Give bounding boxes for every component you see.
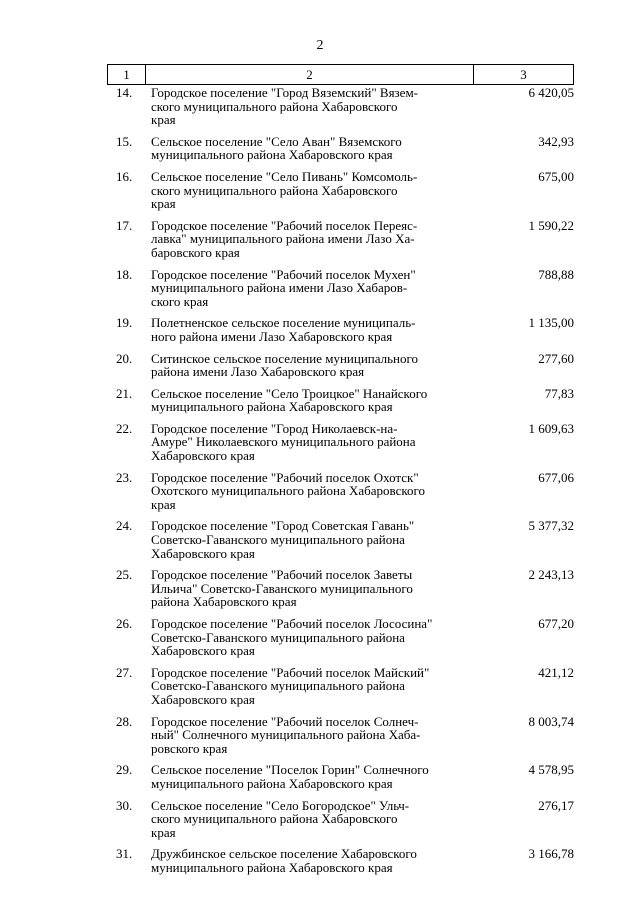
table-row: [107, 422, 574, 463]
row-name: Городское поселение "Рабочий поселок Лососина" Советско-Гаванского муниципального района Хабаровского края: [151, 616, 433, 659]
row-number: 30.: [116, 797, 133, 813]
row-amount: 677,20: [538, 616, 574, 631]
table-row: [107, 799, 574, 840]
column-header-table: [107, 64, 574, 85]
row-number: 21.: [116, 385, 133, 401]
row-number: 19.: [116, 315, 133, 331]
table-row: [107, 170, 574, 211]
row-amount: 1 609,63: [528, 420, 574, 436]
row-name: Городское поселение "Рабочий поселок Заветы Ильича" Советско-Гаванского муниципального района Хабаровского края: [151, 567, 413, 610]
row-number: 25.: [116, 567, 133, 583]
column-header-amount: 3: [474, 65, 574, 85]
table-row: [107, 519, 574, 560]
table-row: [107, 86, 574, 127]
row-amount: 3 166,78: [528, 846, 574, 862]
row-name: Полетненское сельское поселение муниципаль- ного района имени Лазо Хабаровского края: [151, 315, 416, 344]
row-name: Городское поселение "Рабочий поселок Переяс- лавка" муниципального района имени Лазо Ха- баровского края: [151, 217, 418, 260]
row-name: Сельское поселение "Село Богородское" Ульч- ского муниципального района Хабаровского края: [151, 797, 410, 840]
column-header-row: [108, 65, 574, 85]
table-row: [107, 219, 574, 260]
row-name: Городское поселение "Рабочий поселок Мухен" муниципального района имени Лазо Хабаров- ского края: [151, 266, 416, 309]
row-amount: 5 377,32: [528, 518, 574, 534]
table-row: [107, 387, 574, 414]
row-number: 20.: [116, 350, 133, 366]
row-name: Городское поселение "Рабочий поселок Солнеч- ный" Солнечного муниципального района Хаба- ровского края: [151, 713, 421, 756]
row-name: Ситинское сельское поселение муниципального района имени Лазо Хабаровского края: [151, 350, 418, 380]
row-name: Сельское поселение "Село Троицкое" Нанайского муниципального района Хабаровского края: [151, 385, 428, 415]
row-amount: 8 003,74: [528, 713, 574, 729]
table-row: [107, 666, 574, 707]
row-number: 15.: [116, 133, 133, 149]
table-row: [107, 847, 574, 874]
row-number: 16.: [116, 168, 133, 184]
table-row: [107, 617, 574, 658]
row-name: Дружбинское сельское поселение Хабаровского муниципального района Хабаровского края: [151, 846, 417, 875]
row-name: Сельское поселение "Поселок Горин" Солнечного муниципального района Хабаровского края: [151, 762, 429, 791]
row-name: Городское поселение "Город Советская Гавань" Советско-Гаванского муниципального района Хабаровского края: [151, 518, 415, 561]
column-header-name: 2: [146, 65, 474, 85]
page-number: 2: [316, 38, 324, 53]
table-body: [107, 86, 574, 883]
row-number: 17.: [116, 217, 133, 233]
row-amount: 675,00: [538, 168, 574, 184]
row-number: 24.: [116, 518, 133, 534]
row-amount: 1 135,00: [528, 315, 574, 331]
row-amount: 4 578,95: [528, 762, 574, 778]
row-number: 28.: [116, 713, 133, 729]
row-number: 31.: [116, 846, 133, 862]
row-number: 23.: [116, 469, 133, 485]
table-row: [107, 568, 574, 609]
row-number: 14.: [116, 85, 133, 100]
row-number: 26.: [116, 616, 133, 631]
row-number: 22.: [116, 420, 133, 436]
row-name: Городское поселение "Город Николаевск-на- Амуре" Николаевского муниципального района Хабаровского края: [151, 420, 416, 464]
table-row: [107, 715, 574, 756]
row-name: Сельское поселение "Село Аван" Вяземского муниципального района Хабаровского края: [151, 133, 402, 163]
row-name: Городское поселение "Город Вяземский" Вязем- ского муниципального района Хабаровского края: [151, 85, 419, 128]
table-row: [107, 352, 574, 379]
row-amount: 1 590,22: [528, 217, 574, 233]
row-amount: 276,17: [538, 797, 574, 813]
row-amount: 6 420,05: [528, 85, 574, 100]
row-number: 27.: [116, 664, 133, 680]
row-amount: 677,06: [538, 469, 574, 485]
row-amount: 2 243,13: [528, 567, 574, 583]
table-row: [107, 316, 574, 343]
row-amount: 277,60: [538, 350, 574, 366]
row-amount: 421,12: [538, 664, 574, 680]
row-name: Городское поселение "Рабочий поселок Майский" Советско-Гаванского муниципального района Хабаровского края: [151, 664, 430, 707]
row-amount: 788,88: [538, 266, 574, 282]
row-name: Городское поселение "Рабочий поселок Охотск" Охотского муниципального района Хабаровского края: [151, 469, 426, 512]
table-row: [107, 763, 574, 790]
table-row: [107, 471, 574, 512]
row-name: Сельское поселение "Село Пивань" Комсомоль- ского муниципального района Хабаровского края: [151, 168, 418, 212]
row-number: 29.: [116, 762, 133, 778]
row-number: 18.: [116, 266, 133, 282]
table-row: [107, 268, 574, 309]
row-amount: 342,93: [538, 133, 574, 149]
row-amount: 77,83: [544, 385, 574, 401]
column-header-number: 1: [108, 65, 146, 85]
table-row: [107, 135, 574, 162]
